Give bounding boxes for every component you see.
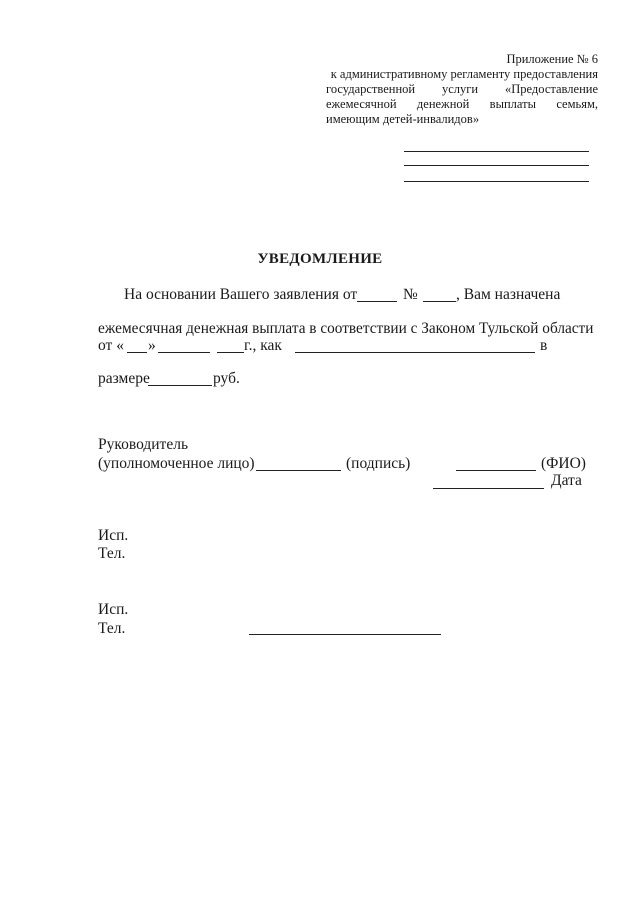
addressee-line-2[interactable] bbox=[404, 165, 589, 166]
from-quote-close: » bbox=[148, 337, 156, 354]
category-blank[interactable] bbox=[295, 352, 535, 353]
phone-label-1: Тел. bbox=[98, 545, 126, 562]
date-blank[interactable] bbox=[433, 488, 544, 489]
month-blank[interactable] bbox=[158, 352, 210, 353]
amount-blank[interactable] bbox=[148, 385, 212, 386]
addressee-line-1[interactable] bbox=[404, 151, 589, 152]
from-quote-open: от « bbox=[98, 337, 124, 354]
signature-fio-label: (ФИО) bbox=[541, 455, 586, 472]
law-text: ежемесячная денежная выплата в соответствии с Законом Тульской области bbox=[98, 320, 594, 337]
phone-label-2: Тел. bbox=[98, 620, 126, 637]
fio-blank[interactable] bbox=[456, 470, 536, 471]
signature-authorized: (уполномоченное лицо) bbox=[98, 455, 255, 472]
signature-sign-label: (подпись) bbox=[346, 455, 411, 472]
annex-header bbox=[326, 52, 598, 127]
paragraph-intro bbox=[124, 286, 357, 304]
signature-blank[interactable] bbox=[256, 470, 341, 471]
executor-label-2: Исп. bbox=[98, 601, 129, 618]
document-title: УВЕДОМЛЕНИЕ bbox=[257, 251, 383, 267]
year-suffix: г., как bbox=[244, 337, 282, 354]
annex-line-families: имеющим детей-инвалидов» bbox=[326, 112, 480, 126]
amount-label: размере bbox=[98, 370, 150, 387]
application-number-blank[interactable] bbox=[423, 301, 456, 302]
assigned-text: , Вам назначена bbox=[456, 286, 561, 303]
number-sign: № bbox=[403, 286, 418, 303]
in-word: в bbox=[540, 337, 548, 354]
executor-label-1: Исп. bbox=[98, 527, 129, 544]
annex-line-regulation: к административному регламенту предоставления bbox=[330, 67, 598, 81]
signature-head: Руководитель bbox=[98, 436, 189, 453]
annex-line-service: государственной услуги «Предоставление bbox=[326, 82, 598, 96]
day-blank[interactable] bbox=[127, 352, 147, 353]
application-date-blank[interactable] bbox=[357, 301, 397, 302]
intro-text: На основании Вашего заявления от bbox=[124, 286, 358, 303]
annex-line-payment: ежемесячной денежной выплаты семьям, bbox=[326, 97, 598, 111]
addressee-line-3[interactable] bbox=[404, 181, 589, 182]
amount-currency: руб. bbox=[213, 370, 240, 387]
annex-number: Приложение № 6 bbox=[506, 52, 598, 66]
signature-date-label: Дата bbox=[551, 472, 582, 489]
year-blank[interactable] bbox=[217, 352, 244, 353]
contact-blank[interactable] bbox=[249, 634, 441, 635]
